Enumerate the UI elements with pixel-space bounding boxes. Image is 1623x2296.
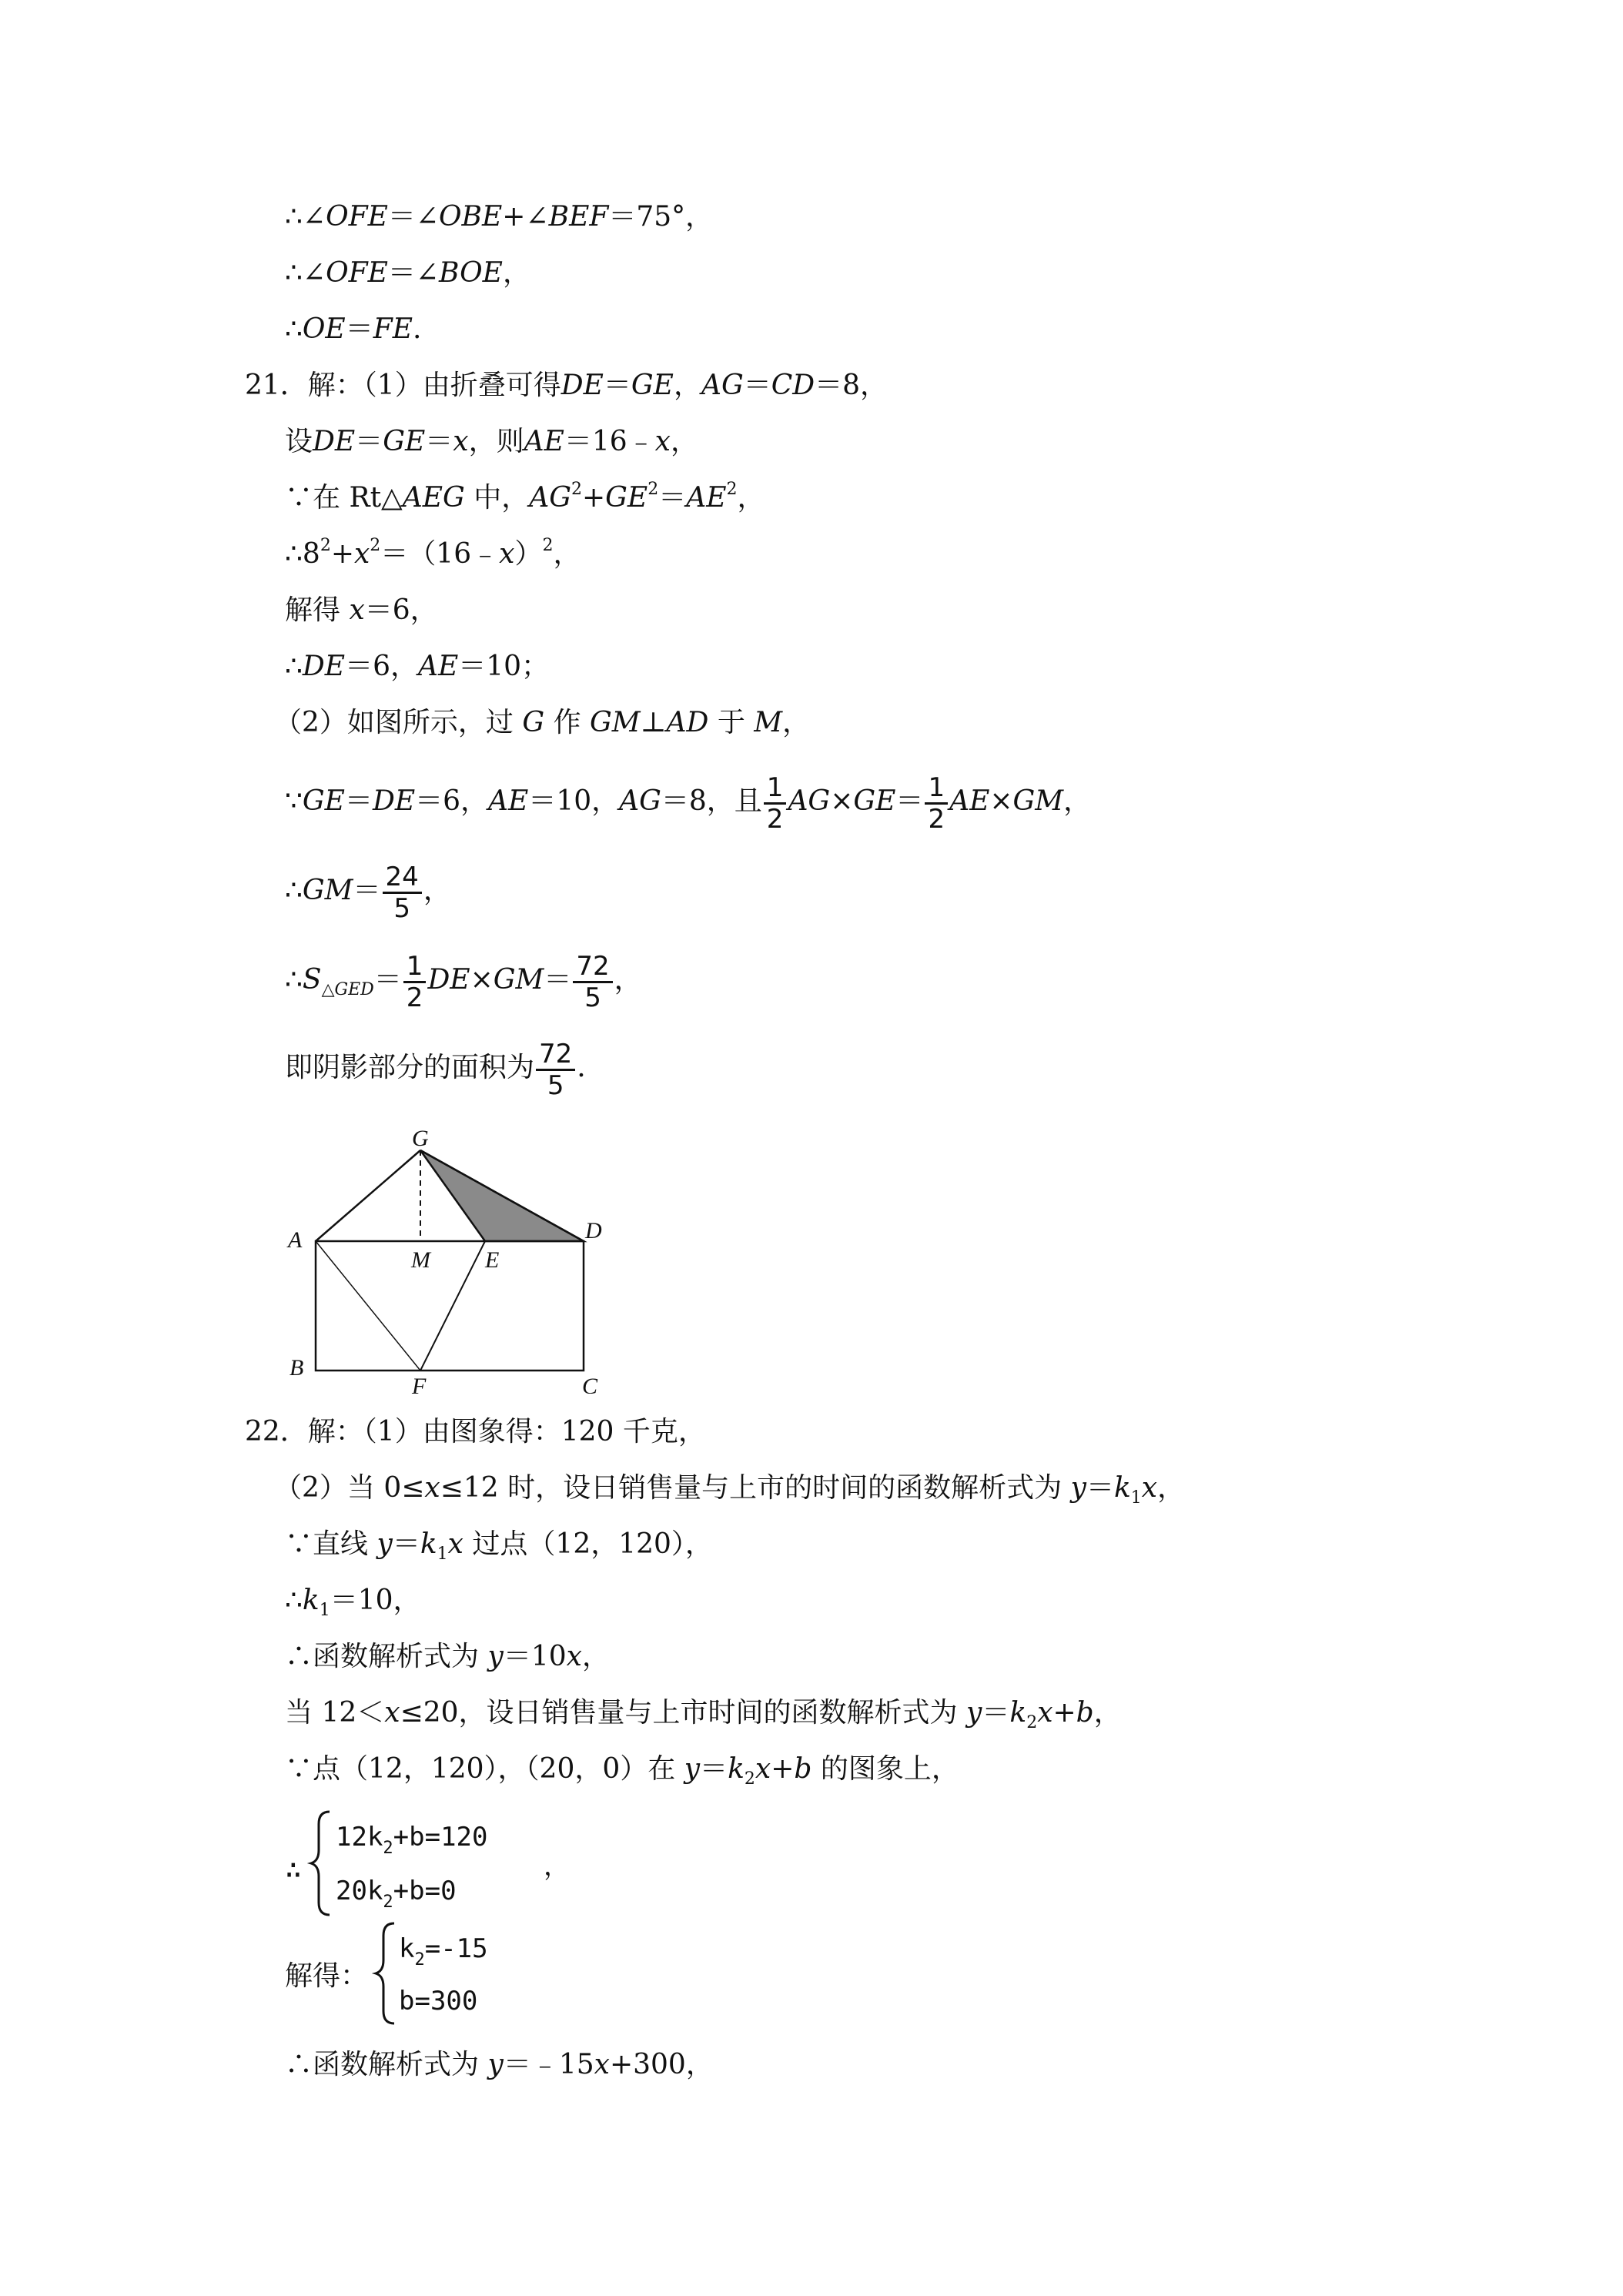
fraction: $\frac{24}{5}$	[383, 862, 422, 923]
fraction: $\frac{1}{2}$	[764, 773, 787, 834]
q22-line-6: ∵点（12，120），（20，0）在 $y=k_2x+b$ 的图象上，	[285, 1753, 959, 1789]
fraction: $\frac{72}{5}$	[573, 952, 612, 1012]
rectangle-abcd	[316, 1241, 584, 1371]
label-m: M	[411, 1247, 430, 1273]
left-brace	[376, 1923, 394, 2023]
q21-line-4: $\therefore 8^2+x^2=(16﹣x)^2$，	[285, 536, 581, 570]
q22-line-5: 当 12＜x≤20，设日销售量与上市时间的函数解析式为 $y=k_2x+b$，	[285, 1697, 1122, 1732]
q20-line-1: ∴∠OFE＝∠OBE+∠BEF＝75°，	[285, 201, 714, 233]
geometry-figure	[277, 1124, 616, 1394]
equation-system-solution	[285, 1917, 608, 2036]
fraction: $\frac{1}{2}$	[403, 952, 427, 1012]
svg-text:k2=-15: $k_2=-15$	[399, 1933, 488, 1970]
q21-line-2: 设DE＝GE＝x，则AE＝16﹣x，	[285, 426, 698, 457]
q20-line-3: ∴OE＝FE.	[285, 313, 422, 345]
q21-line-10: $\therefore S_{\triangle GED}=$ $\frac{1}{2}$ DE×GM＝ $\frac{72}{5}$ ，	[285, 950, 642, 1013]
fraction: $\frac{72}{5}$	[536, 1039, 575, 1100]
q20-line-2: ∴∠OFE＝∠BOE，	[285, 257, 530, 289]
q21-line-8: ∵GE＝DE＝6，AE＝10，AG＝8，且 $\frac{1}{2}$ AG×GE＝ $\frac{1}{2}$ AE×GM，	[285, 771, 1092, 835]
segment-ag	[316, 1150, 420, 1241]
q21-header: 21．解：（1）由折叠可得DE＝GE，AG＝CD＝8，	[245, 370, 888, 401]
svg-text:∴: ∴	[285, 1854, 302, 1886]
svg-text:12k2+b=120: $12k_2+b=120$	[336, 1822, 488, 1858]
q22-line-9: ∴函数解析式为 y＝﹣15x+300，	[285, 2049, 714, 2080]
label-e: E	[485, 1247, 500, 1273]
label-c: C	[582, 1374, 598, 1394]
q21-line-11: 即阴影部分的面积为 $\frac{72}{5}$ .	[285, 1038, 586, 1101]
svg-text:20k2+b=0: $20k_2+b=0$	[336, 1876, 457, 1912]
segment-af	[316, 1241, 420, 1371]
q22-line-3: $\therefore k_1=10$，	[285, 1585, 421, 1620]
q22-line-1: （2）当 0≤x≤12 时，设日销售量与上市的时间的函数解析式为 $y=k_1x$，	[274, 1472, 1186, 1508]
label-f: F	[412, 1374, 427, 1394]
label-d: D	[585, 1218, 602, 1243]
because-symbol: ∵	[285, 482, 313, 514]
q21-line-7: （2）如图所示，过 G 作 GM⊥AD 于 M，	[274, 707, 811, 738]
equation-system-1	[285, 1806, 608, 1924]
left-brace	[311, 1812, 330, 1915]
q22-line-2: ∵直线 $y=k_1x$ 过点（12，120），	[285, 1528, 713, 1564]
q21-line-6: ∴DE＝6，AE＝10；	[285, 651, 550, 682]
svg-text:解得：: 解得：	[285, 1960, 369, 1992]
svg-text:b=300: b=300	[399, 1986, 478, 2017]
label-g: G	[412, 1126, 429, 1151]
q21-line-3: ∵在 Rt△AEG 中，$AG^2+GE^2=AE^2$，	[285, 480, 765, 514]
q21-line-5: 解得 x＝6，	[285, 594, 438, 626]
label-b: B	[289, 1355, 304, 1381]
q21-line-9: ∴GM＝ $\frac{24}{5}$ ，	[285, 861, 451, 924]
q22-line-4: ∴函数解析式为 y＝10x，	[285, 1641, 610, 1672]
svg-text:，: ，	[544, 1851, 570, 1882]
therefore-symbol: ∴	[285, 201, 303, 233]
fraction: $\frac{1}{2}$	[925, 773, 948, 834]
label-a: A	[288, 1227, 303, 1253]
q22-header: 22．解：（1）由图象得：120 千克，	[245, 1416, 706, 1448]
